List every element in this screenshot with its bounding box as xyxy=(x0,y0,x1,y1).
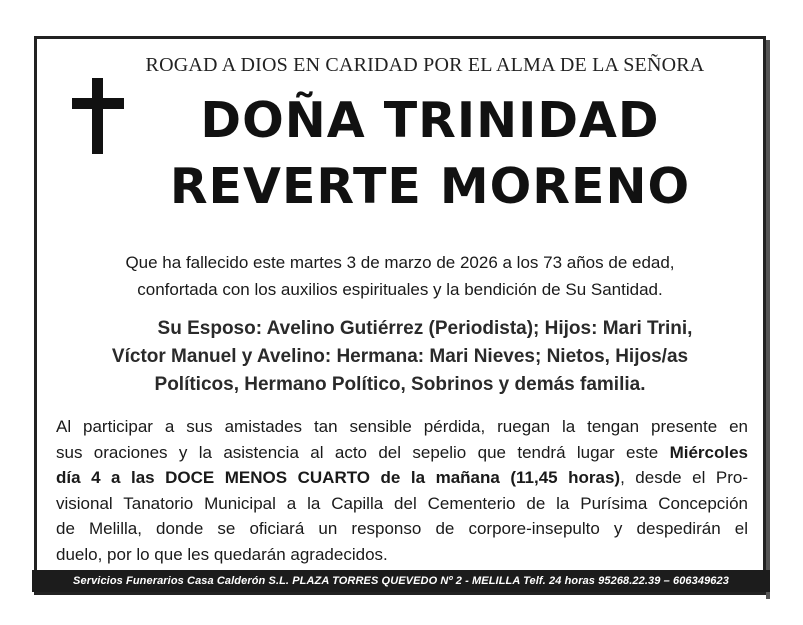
funeral-date-time: día 4 a las DOCE MENOS CUARTO de la mañana (11,45 horas) xyxy=(56,468,621,487)
message-line: de Melilla, donde se oficiará un responso de corpore-insepulto y despedirán el xyxy=(56,519,748,538)
funeral-day: Miércoles xyxy=(669,442,748,462)
message-line: visional Tanatorio Municipal a la Capilla del Cementerio de la Purísima Concepción xyxy=(56,493,748,513)
funeral-home-footer: Servicios Funerarios Casa Calderón S.L. PLAZA TORRES QUEVEDO Nº 2 - MELILLA Telf. 24 horas 95268.22.39 – 606349623 xyxy=(32,570,770,592)
passing-paragraph xyxy=(50,249,750,303)
family-line: Su Esposo: Avelino Gutiérrez (Periodista); Hijos: Mari Trini, xyxy=(157,318,693,339)
intro-line: ROGAD A DIOS EN CARIDAD POR EL ALMA DE LA SEÑORA xyxy=(145,54,705,76)
cross-icon xyxy=(72,78,124,154)
message-line: duelo, por lo que les quedarán agradecidos. xyxy=(56,544,388,564)
message-line: Al participar a sus amistades tan sensible pérdida, ruegan la tengan presente en xyxy=(56,417,748,436)
funeral-message xyxy=(56,414,748,567)
message-text: sus oraciones y la asistencia al acto del sepelio que tendrá lugar este xyxy=(56,442,659,462)
message-text: , desde el Pro- xyxy=(620,468,749,487)
message-line xyxy=(56,440,748,466)
passing-line: Que ha fallecido este martes 3 de marzo de 2026 a los 73 años de edad, xyxy=(125,253,675,272)
deceased-name-line-2: REVERTE MORENO xyxy=(169,158,691,215)
cross-vertical-bar xyxy=(92,78,103,154)
passing-line: confortada con los auxilios espirituales y la bendición de Su Santidad. xyxy=(137,280,663,299)
message-line xyxy=(56,465,748,491)
cross-horizontal-bar xyxy=(72,98,124,109)
family-line: Políticos, Hermano Político, Sobrinos y demás familia. xyxy=(154,374,646,395)
notice-shadow xyxy=(766,40,770,599)
family-paragraph xyxy=(50,315,750,399)
deceased-name-line-1: DOÑA TRINIDAD xyxy=(200,92,660,149)
family-line: Víctor Manuel y Avelino: Hermana: Mari Nieves; Nietos, Hijos/as xyxy=(111,346,689,367)
